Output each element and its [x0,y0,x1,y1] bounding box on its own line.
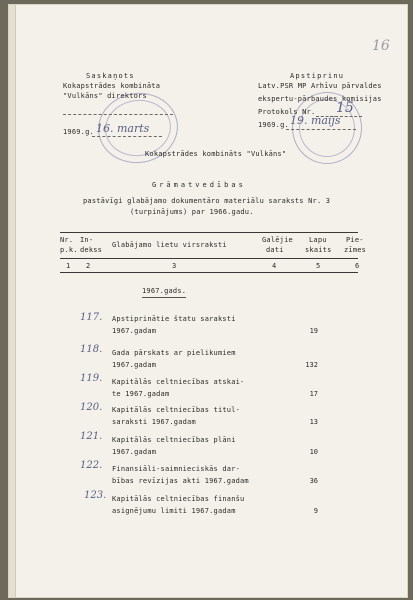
right-block-line1: Apstiprinu [290,72,345,80]
column-number-6: 6 [355,262,360,270]
row-title-line1: Kapitālās celtniecības plāni [112,436,236,444]
header-col2-a: In- [80,236,94,244]
row-number: 117. [80,312,103,323]
row-pages: 13 [309,418,318,426]
row-title-line1: Kapitālās celtniecības titul- [112,406,241,414]
row-title-line2: 1967.gadam [112,327,157,335]
document-title-line1: pastāvīgi glabājamo dokumentāro materiālu saraksts Nr. 3 [83,197,331,205]
left-date-line [92,136,162,137]
row-number: 123. [84,490,107,501]
year-heading-underline [142,297,186,298]
left-block-line1: Saskaņots [86,72,135,80]
left-signature-line [63,114,173,115]
header-col5-b: skaits [305,246,332,254]
row-number: 121. [80,431,103,442]
row-number: 120. [80,402,103,413]
column-number-4: 4 [272,262,277,270]
document-title-line2: (turpinājums) par 1966.gadu. [130,208,254,216]
header-col4-b: dati [266,246,284,254]
row-title-line1: Gada pārskats ar pielikumiem [112,349,236,357]
row-number: 119. [80,373,103,384]
header-col6-a: Pie- [346,236,364,244]
row-pages: 36 [309,477,318,485]
row-pages: 132 [305,361,318,369]
binder-edge [9,5,16,597]
table-numbers-rule [60,272,358,273]
right-block-line2: Latv.PSR MP Arhīvu pārvaldes [258,82,382,90]
row-title-line1: Apstiprinātie štatu saraksti [112,315,236,323]
right-block-line3: ekspertu-pārbaudes komisijas [258,95,382,103]
left-block-line3: "Vulkāns" direktors [63,92,147,100]
row-title-line2: 1967.gadam [112,448,157,456]
left-block-date-prefix: 1969.g. [63,128,94,136]
right-protocol-number: 15 [336,100,354,116]
row-pages: 19 [309,327,318,335]
table-top-rule [60,232,358,233]
row-title-line2: 1967.gadam [112,361,157,369]
right-date-line [286,129,356,130]
row-title-line1: Kapitālās celtniecības atskai- [112,378,245,386]
left-handwritten-date: 16. marts [96,122,150,135]
right-block-date-prefix: 1969.g. [258,121,289,129]
row-number: 118. [80,344,103,355]
row-number: 122. [80,460,103,471]
row-title-line1: Kapitālās celtniecības finanšu [112,495,245,503]
row-pages: 17 [309,390,318,398]
row-title-line2: asignējumu limiti 1967.gadam [112,507,236,515]
right-block-protocol: Protokols Nr. [258,108,316,116]
row-title-line1: Finansiāli-saimnieciskās dar- [112,465,241,473]
table-header-rule [60,258,358,259]
row-title-line2: te 1967.gadam [112,390,170,398]
row-title-line2: saraksti 1967.gadam [112,418,196,426]
header-col1-a: Nr. [60,236,74,244]
row-pages: 10 [309,448,318,456]
org-line: Kokapstrādes kombināts "Vulkāns" [145,150,287,158]
header-col6-b: zīmes [344,246,367,254]
header-col2-b: dekss [80,246,103,254]
left-block-line2: Kokapstrādes kombināta [63,82,161,90]
row-title-line2: bības revīzijas akti 1967.gadam [112,477,249,485]
column-number-3: 3 [172,262,177,270]
department-heading: Grāmatvedības [152,181,246,189]
header-col1-b: p.k. [60,246,78,254]
header-col3: Glabājamo lietu virsraksti [112,241,227,249]
column-number-1: 1 [66,262,71,270]
column-number-2: 2 [86,262,91,270]
right-handwritten-date: 19. maijs [290,114,341,127]
column-number-5: 5 [316,262,321,270]
row-pages: 9 [313,507,318,515]
year-heading: 1967.gads. [142,287,187,295]
header-col4-a: Galējie [262,236,293,244]
page-number: 16 [372,38,390,54]
header-col5-a: Lapu [309,236,327,244]
